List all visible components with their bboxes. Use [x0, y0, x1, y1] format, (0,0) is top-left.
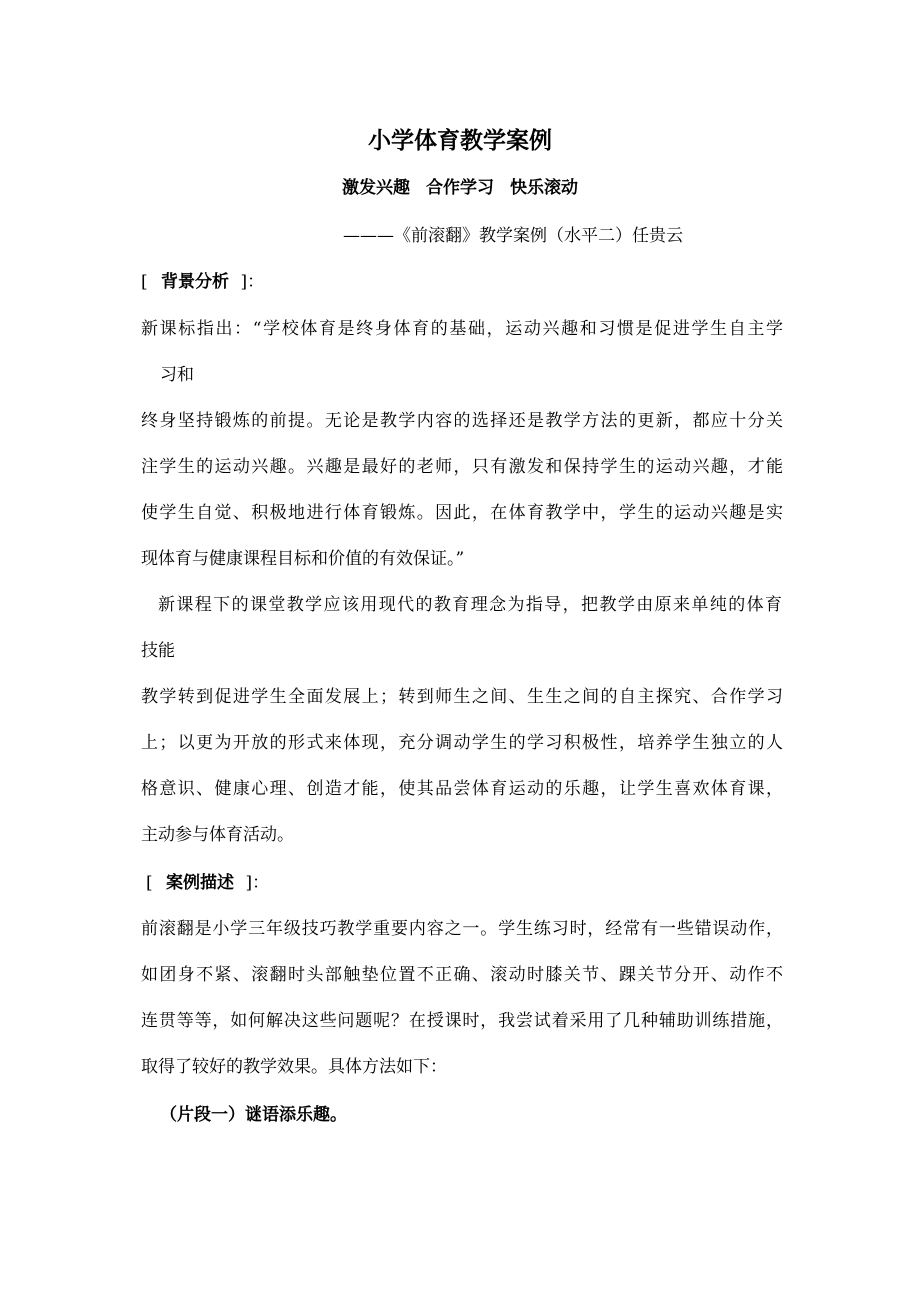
- paragraph-line: 上；以更为开放的形式来体现，充分调动学生的学习积极性，培养学生独立的人: [141, 733, 783, 753]
- document-subtitle: [0, 177, 920, 199]
- section-label: 背景分析: [161, 272, 230, 292]
- bracket-close: ]：: [245, 873, 270, 893]
- paragraph-line: 使学生自觉、积极地进行体育锻炼。因此，在体育教学中，学生的运动兴趣是实: [141, 503, 783, 523]
- subtitle-part: 激发兴趣: [342, 178, 410, 198]
- document-byline: ———《前滚翻》教学案例（水平二）任贵云: [343, 226, 683, 246]
- section-heading-background: [141, 271, 264, 293]
- paragraph-line: 习和: [160, 365, 194, 385]
- fragment-heading: （片段一）谜语添乐趣。: [160, 1105, 347, 1125]
- subtitle-part: 快乐滚动: [510, 178, 578, 198]
- paragraph-line: 取得了较好的教学效果。具体方法如下：: [141, 1057, 447, 1077]
- paragraph-line: 新课标指出：“学校体育是终身体育的基础，运动兴趣和习惯是促进学生自主学: [141, 319, 783, 339]
- subtitle-part: 合作学习: [426, 178, 494, 198]
- paragraph-line: 技能: [141, 641, 175, 661]
- paragraph-line: 如团身不紧、滚翻时头部触垫位置不正确、滚动时膝关节、踝关节分开、动作不: [141, 965, 783, 985]
- section-heading-case: [146, 872, 269, 894]
- section-label: 案例描述: [166, 873, 235, 893]
- paragraph-line: 连贯等等，如何解决这些问题呢？在授课时，我尝试着采用了几种辅助训练措施，: [141, 1011, 783, 1031]
- bracket-open: [: [141, 272, 148, 292]
- paragraph-line: 主动参与体育活动。: [141, 825, 294, 845]
- paragraph-line: 前滚翻是小学三年级技巧教学重要内容之一。学生练习时，经常有一些错误动作，: [141, 919, 783, 939]
- paragraph-line: 终身坚持锻炼的前提。无论是教学内容的选择还是教学方法的更新，都应十分关: [141, 411, 783, 431]
- paragraph-line: 格意识、健康心理、创造才能，使其品尝体育运动的乐趣，让学生喜欢体育课，: [141, 779, 783, 799]
- paragraph-line: 现体育与健康课程目标和价值的有效保证。”: [141, 549, 465, 569]
- paragraph-line: 新课程下的课堂教学应该用现代的教育理念为指导，把教学由原来单纯的体育: [158, 595, 782, 615]
- bracket-close: ]：: [240, 272, 265, 292]
- document-title: 小学体育教学案例: [368, 127, 552, 154]
- paragraph-line: 注学生的运动兴趣。兴趣是最好的老师，只有激发和保持学生的运动兴趣，才能: [141, 457, 783, 477]
- bracket-open: [: [146, 873, 153, 893]
- paragraph-line: 教学转到促进学生全面发展上；转到师生之间、生生之间的自主探究、合作学习: [141, 687, 783, 707]
